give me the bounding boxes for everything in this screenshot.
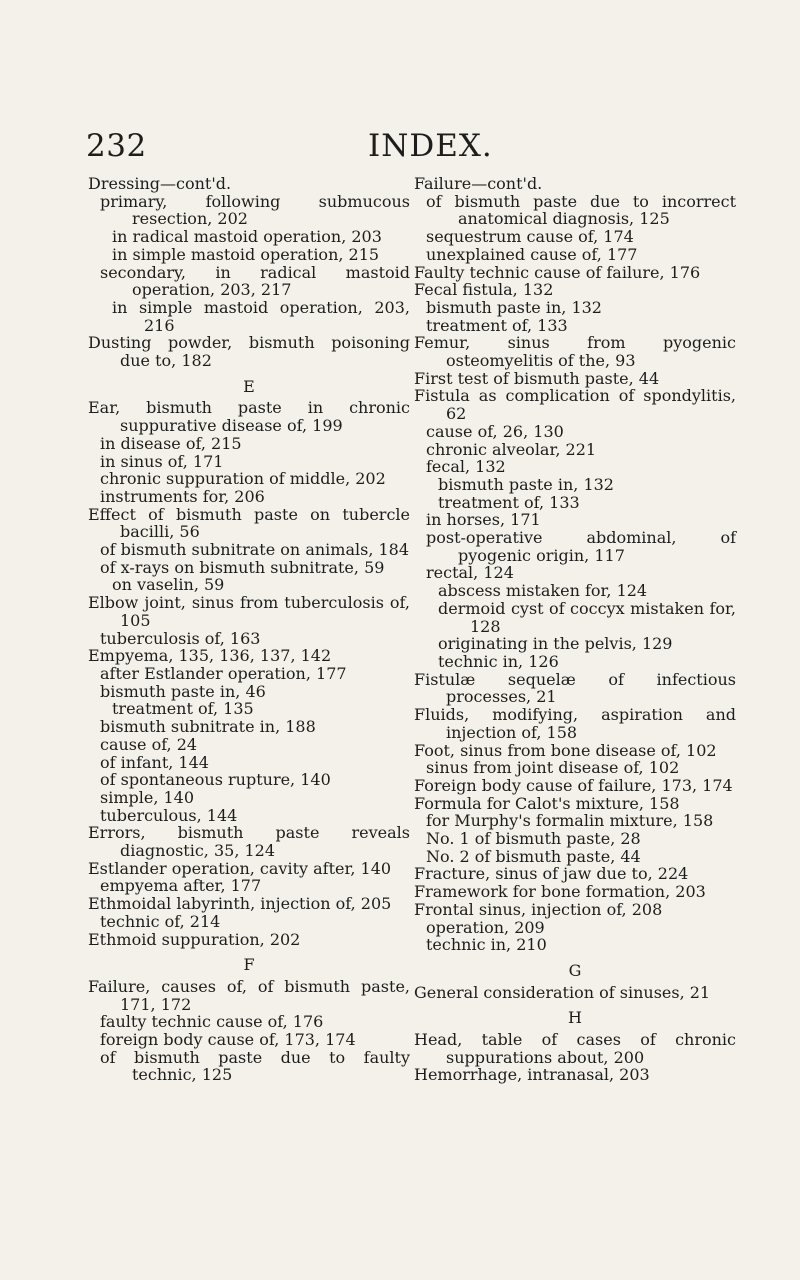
index-entry: Effect of bismuth paste on tubercle bacilli, 56 xyxy=(88,504,410,542)
index-entry: Head, table of cases of chronic suppurations about, 200 xyxy=(414,1030,736,1067)
index-entry: Elbow joint, sinus from tuberculosis of, 105 xyxy=(88,593,410,630)
index-entry: Fecal fistula, 132 xyxy=(414,280,554,300)
page-header xyxy=(86,128,746,168)
index-entry: technic in, 126 xyxy=(438,651,559,671)
index-entry: Fistulæ sequelæ of infectious processes, 21 xyxy=(414,669,736,707)
index-entry: instruments for, 206 xyxy=(100,486,265,506)
index-entry: Foreign body cause of failure, 173, 174 xyxy=(414,775,733,795)
index-entry: Errors, bismuth paste reveals diagnostic, 35, 124 xyxy=(88,823,410,861)
index-entry: foreign body cause of, 173, 174 xyxy=(100,1030,356,1050)
index-entry: secondary, in radical mastoid operation, 203, 217 xyxy=(100,262,410,300)
index-entry: No. 2 of bismuth paste, 44 xyxy=(426,846,641,866)
index-entry: chronic alveolar, 221 xyxy=(426,439,597,459)
index-entry: originating in the pelvis, 129 xyxy=(438,634,673,654)
index-section-letter: G xyxy=(568,960,582,980)
index-entry: sinus from joint disease of, 102 xyxy=(426,758,680,778)
index-entry: treatment of, 135 xyxy=(112,699,254,719)
index-entry: Failure—cont'd. xyxy=(414,174,543,193)
index-entry: dermoid cyst of coccyx mistaken for, 128 xyxy=(438,598,736,636)
index-entry: chronic suppuration of middle, 202 xyxy=(100,469,386,489)
index-entry: sequestrum cause of, 174 xyxy=(426,227,634,247)
index-entry: First test of bismuth paste, 44 xyxy=(414,368,660,388)
index-entry: bismuth paste in, 132 xyxy=(438,474,614,494)
index-entry: fecal, 132 xyxy=(426,457,506,477)
index-entry: of spontaneous rupture, 140 xyxy=(100,770,331,790)
index-entry: Femur, sinus from pyogenic osteomyelitis of the, 93 xyxy=(414,333,736,371)
index-entry: abscess mistaken for, 124 xyxy=(438,581,648,601)
index-entry: Fracture, sinus of jaw due to, 224 xyxy=(414,864,689,884)
index-entry: bismuth paste in, 132 xyxy=(426,297,602,317)
index-entry: Failure, causes of, of bismuth paste, 171, 172 xyxy=(88,976,410,1014)
index-entry: for Murphy's formalin mixture, 158 xyxy=(426,811,714,831)
index-entry: tuberculosis of, 163 xyxy=(100,628,261,648)
index-entry: of bismuth paste due to incorrect anatomical diagnosis, 125 xyxy=(426,191,736,229)
index-entry: operation, 209 xyxy=(426,917,545,937)
index-entry: post-operative abdominal, of pyogenic origin, 117 xyxy=(426,528,736,565)
index-entry: Ethmoid suppuration, 202 xyxy=(88,929,301,949)
index-entry: technic in, 210 xyxy=(426,935,547,955)
index-entry: in horses, 171 xyxy=(426,510,541,530)
index-entry: of bismuth subnitrate on animals, 184 xyxy=(100,540,410,560)
index-entry: in simple mastoid operation, 203, 216 xyxy=(112,297,410,335)
index-entry: rectal, 124 xyxy=(426,563,514,583)
index-entry: cause of, 26, 130 xyxy=(426,421,564,441)
index-entry: Framework for bone formation, 203 xyxy=(414,882,706,902)
index-entry: Estlander operation, cavity after, 140 xyxy=(88,858,392,878)
index-entry: Ethmoidal labyrinth, injection of, 205 xyxy=(88,894,392,914)
index-entry: of infant, 144 xyxy=(100,752,209,772)
index-entry: technic of, 214 xyxy=(100,911,221,931)
index-entry: after Estlander operation, 177 xyxy=(100,663,347,683)
index-entry: Faulty technic cause of failure, 176 xyxy=(414,262,701,282)
running-head: INDEX. xyxy=(368,128,493,164)
index-entry: empyema after, 177 xyxy=(100,876,262,896)
index-entry: in radical mastoid operation, 203 xyxy=(112,227,382,247)
index-entry: treatment of, 133 xyxy=(438,492,580,512)
index-entry: tuberculous, 144 xyxy=(100,805,238,825)
index-entry: on vaselin, 59 xyxy=(112,575,225,595)
index-section-letter: F xyxy=(243,955,255,975)
index-entry: Ear, bismuth paste in chronic suppurative disease of, 199 xyxy=(88,398,410,436)
index-entry: cause of, 24 xyxy=(100,734,198,754)
page-number: 232 xyxy=(86,128,147,164)
index-entry: Fistula as complication of spondylitis, 62 xyxy=(414,386,736,424)
index-entry: No. 1 of bismuth paste, 28 xyxy=(426,829,641,849)
index-entry: treatment of, 133 xyxy=(426,315,568,335)
index-entry: simple, 140 xyxy=(100,787,195,807)
index-entry: of bismuth paste due to faulty technic, 125 xyxy=(100,1047,410,1085)
index-entry: faulty technic cause of, 176 xyxy=(100,1012,324,1032)
index-column-left xyxy=(88,175,410,1084)
index-entry: Foot, sinus from bone disease of, 102 xyxy=(414,740,717,760)
index-entry: Frontal sinus, injection of, 208 xyxy=(414,899,663,919)
index-entry: bismuth subnitrate in, 188 xyxy=(100,717,316,737)
index-entry: primary, following submucous resection, 202 xyxy=(100,191,410,229)
index-column-right xyxy=(414,175,736,1084)
index-entry: Dressing—cont'd. xyxy=(88,174,232,193)
index-entry: in disease of, 215 xyxy=(100,433,242,453)
index-entry: Hemorrhage, intranasal, 203 xyxy=(414,1065,650,1085)
index-entry: Formula for Calot's mixture, 158 xyxy=(414,793,680,813)
index-entry: Empyema, 135, 136, 137, 142 xyxy=(88,646,332,666)
index-entry: bismuth paste in, 46 xyxy=(100,681,266,701)
index-entry: unexplained cause of, 177 xyxy=(426,244,638,264)
index-entry: of x-rays on bismuth subnitrate, 59 xyxy=(100,557,385,577)
index-entry: in sinus of, 171 xyxy=(100,451,224,471)
index-entry: Fluids, modifying, aspiration and injection of, 158 xyxy=(414,705,736,742)
index-section-letter: H xyxy=(568,1008,582,1028)
index-section-letter: E xyxy=(243,376,255,396)
index-entry: in simple mastoid operation, 215 xyxy=(112,244,380,264)
index-entry: Dusting powder, bismuth poisoning due to, 182 xyxy=(88,333,410,371)
index-entry: General consideration of sinuses, 21 xyxy=(414,982,711,1002)
